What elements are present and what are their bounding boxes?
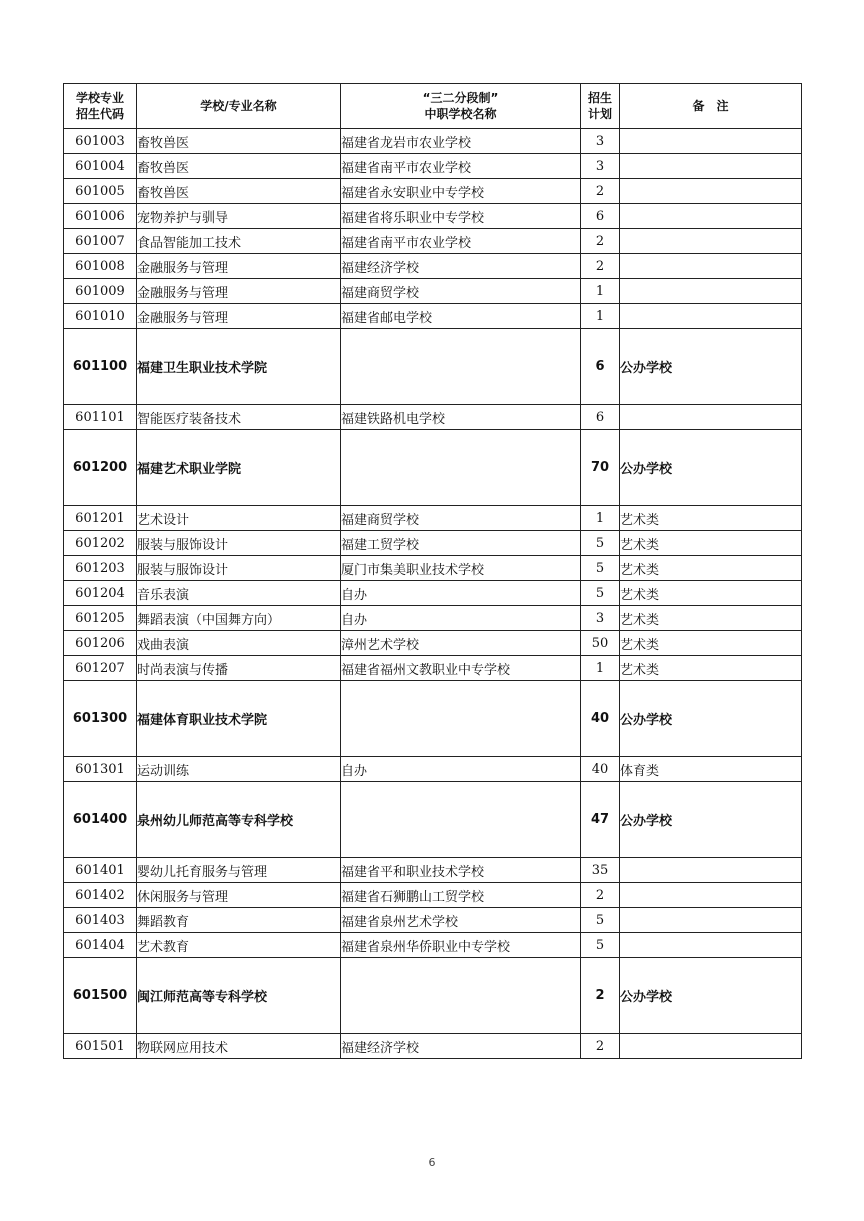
cell-note [620, 204, 802, 229]
cell-school [341, 681, 581, 757]
school-row [64, 782, 802, 858]
cell-name: 舞蹈教育 [137, 908, 341, 933]
cell-school: 福建省泉州华侨职业中专学校 [341, 933, 581, 958]
cell-name: 宠物养护与驯导 [137, 204, 341, 229]
cell-school: 福建省永安职业中专学校 [341, 179, 581, 204]
table-row [64, 581, 802, 606]
table-row [64, 531, 802, 556]
header-name: 学校/专业名称 [137, 84, 341, 129]
cell-plan: 5 [581, 581, 620, 606]
cell-plan: 2 [581, 254, 620, 279]
cell-note [620, 405, 802, 430]
cell-code: 601200 [64, 430, 137, 506]
header-school-line1: “三二分段制” [422, 91, 499, 105]
cell-note [620, 254, 802, 279]
cell-plan: 2 [581, 883, 620, 908]
cell-school: 福建商贸学校 [341, 506, 581, 531]
table-row [64, 304, 802, 329]
cell-name: 金融服务与管理 [137, 304, 341, 329]
cell-code: 601100 [64, 329, 137, 405]
cell-school [341, 430, 581, 506]
cell-code: 601300 [64, 681, 137, 757]
cell-code: 601009 [64, 279, 137, 304]
table-row [64, 179, 802, 204]
cell-school: 福建省龙岩市农业学校 [341, 129, 581, 154]
cell-code: 601003 [64, 129, 137, 154]
cell-name: 艺术设计 [137, 506, 341, 531]
cell-school: 福建省邮电学校 [341, 304, 581, 329]
cell-plan: 6 [581, 204, 620, 229]
cell-code: 601401 [64, 858, 137, 883]
cell-school: 福建经济学校 [341, 1034, 581, 1059]
cell-name: 食品智能加工技术 [137, 229, 341, 254]
table-row [64, 858, 802, 883]
cell-code: 601205 [64, 606, 137, 631]
cell-plan: 70 [581, 430, 620, 506]
header-school [341, 84, 581, 129]
cell-school: 福建工贸学校 [341, 531, 581, 556]
table-row [64, 606, 802, 631]
cell-note [620, 304, 802, 329]
cell-code: 601400 [64, 782, 137, 858]
table-row [64, 757, 802, 782]
cell-school: 福建省平和职业技术学校 [341, 858, 581, 883]
cell-note: 公办学校 [620, 430, 802, 506]
cell-code: 601101 [64, 405, 137, 430]
header-plan-line2: 计划 [587, 107, 612, 121]
cell-plan: 1 [581, 279, 620, 304]
cell-note [620, 908, 802, 933]
cell-school: 福建铁路机电学校 [341, 405, 581, 430]
cell-note: 艺术类 [620, 606, 802, 631]
school-row [64, 430, 802, 506]
cell-plan: 2 [581, 958, 620, 1034]
cell-plan: 1 [581, 304, 620, 329]
cell-name: 金融服务与管理 [137, 279, 341, 304]
cell-note [620, 279, 802, 304]
table-row [64, 279, 802, 304]
cell-plan: 47 [581, 782, 620, 858]
cell-name: 福建卫生职业技术学院 [137, 329, 341, 405]
cell-note [620, 858, 802, 883]
cell-note: 艺术类 [620, 506, 802, 531]
cell-name: 福建艺术职业学院 [137, 430, 341, 506]
cell-name: 福建体育职业技术学院 [137, 681, 341, 757]
table-row [64, 656, 802, 681]
cell-plan: 3 [581, 154, 620, 179]
cell-note: 艺术类 [620, 581, 802, 606]
cell-name: 闽江师范高等专科学校 [137, 958, 341, 1034]
cell-plan: 50 [581, 631, 620, 656]
cell-note: 公办学校 [620, 329, 802, 405]
cell-school: 福建商贸学校 [341, 279, 581, 304]
table-row [64, 1034, 802, 1059]
cell-note: 公办学校 [620, 958, 802, 1034]
cell-plan: 40 [581, 681, 620, 757]
cell-code: 601004 [64, 154, 137, 179]
cell-code: 601006 [64, 204, 137, 229]
cell-name: 戏曲表演 [137, 631, 341, 656]
cell-plan: 5 [581, 531, 620, 556]
cell-plan: 35 [581, 858, 620, 883]
cell-plan: 3 [581, 129, 620, 154]
cell-name: 畜牧兽医 [137, 154, 341, 179]
cell-code: 601008 [64, 254, 137, 279]
cell-plan: 6 [581, 405, 620, 430]
cell-plan: 6 [581, 329, 620, 405]
table-body [64, 129, 802, 1059]
cell-school: 福建省石狮鹏山工贸学校 [341, 883, 581, 908]
cell-school: 自办 [341, 581, 581, 606]
cell-name: 婴幼儿托育服务与管理 [137, 858, 341, 883]
cell-name: 物联网应用技术 [137, 1034, 341, 1059]
cell-name: 金融服务与管理 [137, 254, 341, 279]
table-header-row [64, 84, 802, 129]
cell-plan: 1 [581, 506, 620, 531]
page-number: 6 [428, 1156, 436, 1169]
table-row [64, 229, 802, 254]
table-row [64, 631, 802, 656]
cell-school: 福建省将乐职业中专学校 [341, 204, 581, 229]
cell-plan: 3 [581, 606, 620, 631]
cell-code: 601201 [64, 506, 137, 531]
cell-name: 服装与服饰设计 [137, 531, 341, 556]
table-row [64, 506, 802, 531]
table-row [64, 405, 802, 430]
cell-note: 公办学校 [620, 782, 802, 858]
table-row [64, 908, 802, 933]
table-row [64, 556, 802, 581]
cell-code: 601501 [64, 1034, 137, 1059]
cell-code: 601404 [64, 933, 137, 958]
cell-code: 601203 [64, 556, 137, 581]
cell-code: 601206 [64, 631, 137, 656]
cell-plan: 40 [581, 757, 620, 782]
cell-code: 601301 [64, 757, 137, 782]
cell-school: 自办 [341, 606, 581, 631]
school-row [64, 958, 802, 1034]
cell-note [620, 179, 802, 204]
header-code-line1: 学校专业 [75, 91, 124, 105]
cell-note [620, 229, 802, 254]
cell-plan: 2 [581, 1034, 620, 1059]
cell-name: 服装与服饰设计 [137, 556, 341, 581]
cell-code: 601010 [64, 304, 137, 329]
cell-note: 艺术类 [620, 656, 802, 681]
cell-note [620, 154, 802, 179]
school-row [64, 329, 802, 405]
cell-code: 601402 [64, 883, 137, 908]
cell-plan: 5 [581, 933, 620, 958]
cell-code: 601500 [64, 958, 137, 1034]
cell-name: 休闲服务与管理 [137, 883, 341, 908]
cell-school: 厦门市集美职业技术学校 [341, 556, 581, 581]
cell-plan: 5 [581, 908, 620, 933]
cell-name: 音乐表演 [137, 581, 341, 606]
cell-code: 601007 [64, 229, 137, 254]
cell-name: 畜牧兽医 [137, 179, 341, 204]
cell-plan: 2 [581, 179, 620, 204]
header-code [64, 84, 137, 129]
cell-code: 601202 [64, 531, 137, 556]
table-row [64, 254, 802, 279]
cell-school [341, 329, 581, 405]
table-row [64, 129, 802, 154]
header-plan-line1: 招生 [587, 91, 612, 105]
cell-name: 时尚表演与传播 [137, 656, 341, 681]
cell-name: 舞蹈表演（中国舞方向） [137, 606, 341, 631]
cell-note [620, 933, 802, 958]
cell-note: 体育类 [620, 757, 802, 782]
cell-name: 艺术教育 [137, 933, 341, 958]
table-row [64, 204, 802, 229]
cell-note [620, 129, 802, 154]
cell-school [341, 782, 581, 858]
table-row [64, 933, 802, 958]
cell-name: 运动训练 [137, 757, 341, 782]
cell-plan: 5 [581, 556, 620, 581]
cell-plan: 2 [581, 229, 620, 254]
cell-plan: 1 [581, 656, 620, 681]
cell-name: 智能医疗装备技术 [137, 405, 341, 430]
cell-school: 福建省福州文教职业中专学校 [341, 656, 581, 681]
cell-note [620, 883, 802, 908]
cell-school: 福建省南平市农业学校 [341, 229, 581, 254]
cell-school: 自办 [341, 757, 581, 782]
enrollment-table [63, 83, 802, 1059]
table-row [64, 883, 802, 908]
cell-note: 艺术类 [620, 556, 802, 581]
cell-code: 601204 [64, 581, 137, 606]
cell-note: 公办学校 [620, 681, 802, 757]
cell-note: 艺术类 [620, 631, 802, 656]
cell-school: 福建经济学校 [341, 254, 581, 279]
cell-school: 福建省泉州艺术学校 [341, 908, 581, 933]
header-code-line2: 招生代码 [75, 107, 124, 121]
cell-school [341, 958, 581, 1034]
cell-name: 泉州幼儿师范高等专科学校 [137, 782, 341, 858]
cell-code: 601207 [64, 656, 137, 681]
table-row [64, 154, 802, 179]
cell-name: 畜牧兽医 [137, 129, 341, 154]
header-note: 备 注 [620, 84, 802, 129]
header-school-line2: 中职学校名称 [424, 107, 497, 121]
school-row [64, 681, 802, 757]
cell-note: 艺术类 [620, 531, 802, 556]
cell-note [620, 1034, 802, 1059]
cell-code: 601005 [64, 179, 137, 204]
cell-school: 漳州艺术学校 [341, 631, 581, 656]
cell-code: 601403 [64, 908, 137, 933]
header-plan [581, 84, 620, 129]
cell-school: 福建省南平市农业学校 [341, 154, 581, 179]
